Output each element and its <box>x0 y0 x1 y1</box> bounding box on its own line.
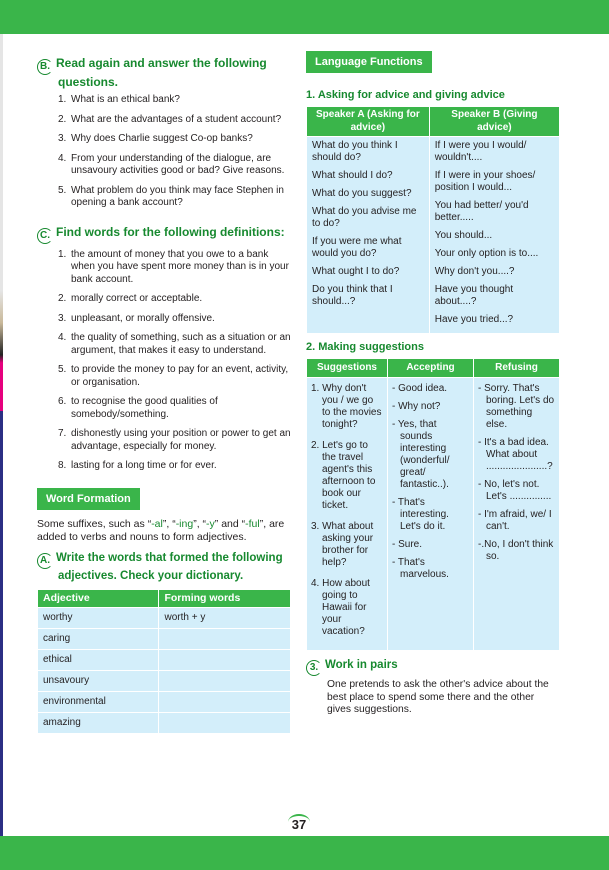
phrase: Do you think that I should...? <box>312 284 393 307</box>
answer-cell[interactable] <box>159 629 290 649</box>
table-row <box>38 608 290 628</box>
list-item <box>58 153 291 178</box>
definitions-list <box>58 249 291 473</box>
intro-text: ”, are added to verbs and nouns to form adjectives. <box>37 517 285 543</box>
section-letter-icon: B. <box>37 59 53 75</box>
phrase: 2. Let's go to the travel agent's this afternoon to book our ticket. <box>311 440 376 511</box>
title-line: questions. <box>58 75 119 89</box>
list-item <box>58 293 291 306</box>
item-number: 3. <box>58 133 67 144</box>
advice-table <box>306 106 560 334</box>
suggestions-table <box>306 358 560 651</box>
phrase: - That's interesting. Let's do it. <box>392 497 449 532</box>
table-header: Refusing <box>474 359 559 377</box>
suffix-highlight: -y <box>206 517 215 530</box>
title-line: Read again and answer the following <box>56 56 267 70</box>
phrase: What do you advise me to do? <box>312 206 417 229</box>
title-text: Find words for the following definitions: <box>56 224 285 239</box>
item-number: 3. <box>58 312 67 324</box>
item-number: 2. <box>58 113 67 125</box>
page-number: 37 <box>285 812 313 834</box>
section-3-body: One pretends to ask the other's advice about the best place to spend some there and the other gives suggestions. <box>327 679 549 715</box>
top-header-bar <box>0 0 609 34</box>
list-item <box>58 460 291 473</box>
item-text: morally correct or acceptable. <box>71 293 203 304</box>
phrase: What ought I to do? <box>312 266 400 277</box>
phrase: 1. Why don't you / we go to the movies tonight? <box>311 383 382 430</box>
list-item <box>58 396 291 421</box>
suffix-highlight: -ful <box>245 517 260 530</box>
phrase: If I were in your shoes/ position I would... <box>434 170 536 193</box>
adjective-table <box>37 589 291 734</box>
intro-text: ”, “ <box>162 517 176 530</box>
table-row <box>38 629 290 649</box>
list-item <box>58 364 291 389</box>
adjective-cell: environmental <box>38 692 158 712</box>
adjective-cell: caring <box>38 629 158 649</box>
section-a-title <box>37 551 291 583</box>
suggestions-column <box>307 378 387 650</box>
table-row <box>38 650 290 670</box>
table-row <box>38 671 290 691</box>
title-line: adjectives. Check your dictionary. <box>58 569 244 582</box>
phrase: - Sure. <box>392 539 423 550</box>
item-number: 4. <box>58 332 67 343</box>
phrase: - Sorry. That's boring. Let's do something else. <box>478 383 555 430</box>
item-number: 2. <box>58 293 67 304</box>
table-header: Accepting <box>388 359 473 377</box>
section-letter-icon: A. <box>37 553 53 569</box>
item-text: What are the advantages of a student account? <box>71 113 282 125</box>
section-number-icon: 3. <box>306 660 322 676</box>
adjective-cell: amazing <box>38 713 158 733</box>
list-item <box>58 94 291 107</box>
item-number: 1. <box>58 248 67 260</box>
questions-list <box>58 94 291 210</box>
answer-cell[interactable] <box>159 692 290 712</box>
bottom-footer-bar <box>0 836 609 870</box>
speaker-b-column <box>430 137 559 333</box>
section-letter-icon: C. <box>37 228 53 244</box>
answer-cell[interactable] <box>159 650 290 670</box>
list-item <box>58 185 291 210</box>
item-text: to provide the money to pay for an event, activity, or organisation. <box>71 364 289 388</box>
phrase: - I'm afraid, we/ I can't. <box>478 509 552 532</box>
intro-text: ”, “ <box>193 517 207 530</box>
answer-cell[interactable] <box>159 713 290 733</box>
adjective-cell: ethical <box>38 650 158 670</box>
speaker-a-column <box>307 137 429 333</box>
suggestions-heading: 2. Making suggestions <box>306 341 424 353</box>
list-item <box>58 133 291 146</box>
item-number: 5. <box>58 184 67 196</box>
section-c <box>37 225 291 480</box>
list-item <box>58 332 291 357</box>
advice-heading: 1. Asking for advice and giving advice <box>306 89 505 101</box>
item-number: 6. <box>58 396 67 407</box>
item-number: 8. <box>58 460 67 471</box>
item-text: lasting for a long time or for ever. <box>71 460 217 471</box>
table-header-row <box>307 359 559 377</box>
title-text: Work in pairs <box>325 659 398 671</box>
adjective-cell: unsavoury <box>38 671 158 691</box>
phrase: - Why not? <box>392 401 441 412</box>
section-3 <box>306 658 560 717</box>
table-header: Speaker A (Asking for advice) <box>307 107 429 136</box>
table-row <box>38 713 290 733</box>
phrase: 3. What about asking your brother for help? <box>311 521 374 568</box>
item-text: dishonestly using your position or power to get an advantage, especially for money. <box>71 428 291 452</box>
item-text: the amount of money that you owe to a bank when you have spent more money than is in your bank account. <box>71 248 289 285</box>
phrase: Why don't you....? <box>434 266 515 277</box>
phrase: - That's marvelous. <box>392 557 449 580</box>
item-text: What problem do you think may face Stephen in opening a bank account? <box>71 184 284 208</box>
table-header: Speaker B (Giving advice) <box>430 107 559 136</box>
language-functions-label: Language Functions <box>306 51 432 73</box>
section-b <box>37 56 291 217</box>
item-text: the quality of something, such as a situation or an argument, that makes it easy to understand. <box>71 332 291 356</box>
section-a <box>37 551 291 583</box>
item-number: 7. <box>58 428 67 439</box>
phrase: - No, let's not. Let's ............... <box>478 479 552 502</box>
adjective-cell: worthy <box>38 608 158 628</box>
table-row <box>307 378 559 650</box>
suffix-highlight: -al <box>151 517 163 530</box>
item-number: 5. <box>58 364 67 375</box>
list-item <box>58 249 291 287</box>
item-text: Why does Charlie suggest Co-op banks? <box>71 133 253 144</box>
intro-text: Some suffixes, such as “ <box>37 517 152 530</box>
phrase: You had better/ you'd better..... <box>434 200 529 223</box>
page-spine-edge <box>0 34 3 836</box>
phrase: - Yes, that sounds interesting (wonderful/ great/ fantastic..). <box>392 419 450 490</box>
table-header: Suggestions <box>307 359 387 377</box>
phrase: If you were me what would you do? <box>312 236 402 259</box>
phrase: What do you suggest? <box>312 188 412 199</box>
table-row <box>307 137 559 333</box>
item-text: From your understanding of the dialogue, are unsavoury activities good or bad? Give reasons. <box>71 152 285 176</box>
item-number: 1. <box>58 94 67 105</box>
phrase: - It's a bad idea. What about ......................? <box>478 437 553 472</box>
list-item <box>58 428 291 453</box>
table-header-row <box>307 107 559 136</box>
right-column <box>306 51 560 717</box>
phrase: 4. How about going to Hawaii for your vacation? <box>311 578 370 637</box>
phrase: If I were you I would/ wouldn't.... <box>434 140 527 163</box>
list-item <box>58 114 291 127</box>
refusing-column <box>474 378 559 650</box>
section-3-title <box>306 658 560 676</box>
title-line: Write the words that formed the following <box>56 551 283 564</box>
intro-text: ” and “ <box>214 517 246 530</box>
answer-cell[interactable] <box>159 671 290 691</box>
section-c-title <box>37 225 291 244</box>
phrase: Your only option is to.... <box>434 248 539 259</box>
table-header: Adjective <box>38 590 158 607</box>
phrase: Have you thought about....? <box>434 284 514 307</box>
item-text: unpleasant, or morally offensive. <box>71 312 215 324</box>
phrase: What should I do? <box>312 170 393 181</box>
left-column <box>37 56 291 734</box>
answer-cell[interactable]: worth + y <box>159 608 290 628</box>
phrase: -.No, I don't think so. <box>478 539 554 562</box>
list-item <box>58 313 291 326</box>
phrase: What do you think I should do? <box>312 140 398 163</box>
table-header-row <box>38 590 290 607</box>
phrase: - Good idea. <box>392 383 448 394</box>
suffix-highlight: -ing <box>175 517 194 530</box>
word-formation-intro <box>37 518 291 544</box>
phrase: You should... <box>434 230 493 241</box>
table-header: Forming words <box>159 590 290 607</box>
phrase: Have you tried...? <box>434 314 514 325</box>
word-formation-label: Word Formation <box>37 488 140 510</box>
item-number: 4. <box>58 152 67 164</box>
item-text: to recognise the good qualities of somebody/something. <box>71 396 218 420</box>
accepting-column <box>388 378 473 650</box>
table-row <box>38 692 290 712</box>
section-b-title <box>37 56 291 89</box>
item-text: What is an ethical bank? <box>71 94 180 105</box>
